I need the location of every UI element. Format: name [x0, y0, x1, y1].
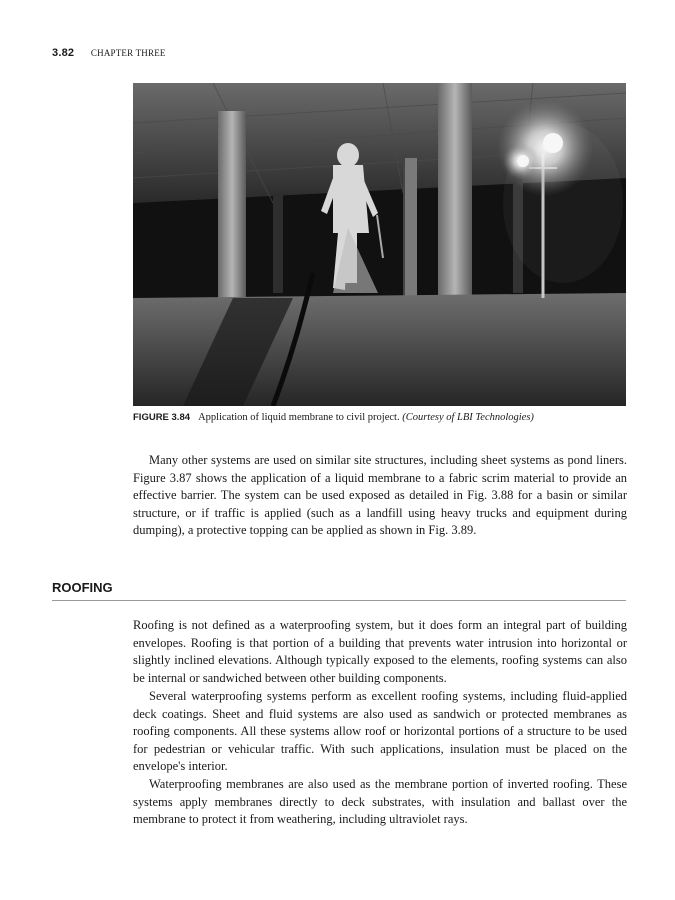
section-heading: ROOFING — [52, 580, 113, 595]
roofing-paragraph-2: Several waterproofing systems perform as excellent roofing systems, including fluid-applied deck coatings. Sheet and fluid systems are also used as sandwich or protected membranes as roofing components. All these systems allow roof or horizontal portions of a structure to be used for pedestrian or vehicular traffic. With such applications, insulation must be placed on the envelope's interior. — [133, 689, 627, 774]
chapter-title: CHAPTER THREE — [90, 48, 166, 58]
roofing-paragraph-3: Waterproofing membranes are also used as the membrane portion of inverted roofing. These systems apply membranes directly to deck substrates, with insulation and ballast over the membrane to protect it from weathering, including ultraviolet rays. — [133, 777, 627, 827]
figure-label: FIGURE 3.84 — [133, 412, 191, 423]
intro-paragraph: Many other systems are used on similar site structures, including sheet systems as pond liners. Figure 3.87 shows the application of a liquid membrane to a fabric scrim material to provide an effective barrier. The system can be used exposed as detailed in Fig. 3.88 for a basin or similar structure, or if traffic is applied (such as a landfill using heavy trucks and equipment during dumping), a protective topping can be applied as shown in Fig. 3.89. — [133, 453, 627, 538]
figure-photo — [133, 83, 626, 406]
figure-caption — [133, 412, 626, 423]
running-header — [52, 47, 166, 59]
figure-credit: (Courtesy of LBI Technologies) — [402, 412, 534, 423]
figure-caption-text: Application of liquid membrane to civil project. — [198, 412, 400, 423]
section-divider — [52, 600, 626, 601]
roofing-paragraph-1: Roofing is not defined as a waterproofing system, but it does form an integral part of building envelopes. Roofing is that portion of a building that prevents water intrusion into horizontal or slightly inclined elevations. Although typically exposed to the elements, roofing systems can also be internal or sandwiched between other building components. — [133, 618, 627, 685]
page-number: 3.82 — [52, 47, 75, 59]
